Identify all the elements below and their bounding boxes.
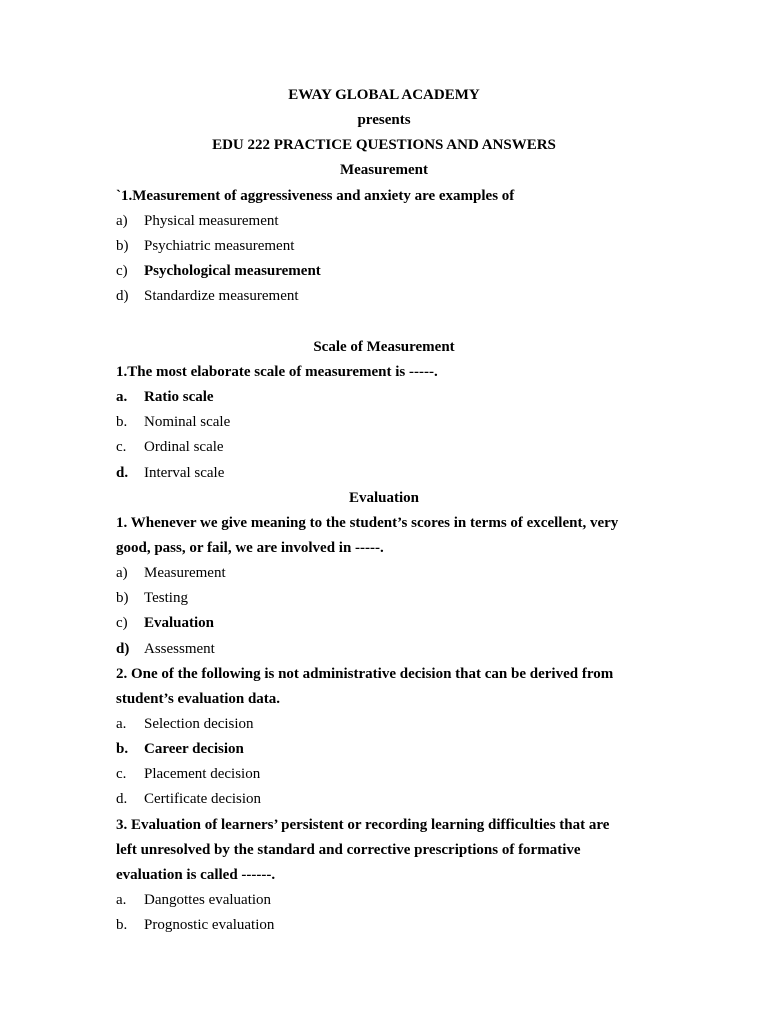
option-text: Dangottes evaluation — [144, 892, 272, 908]
answer-option — [116, 590, 188, 607]
option-label: c) — [116, 263, 128, 279]
answer-option — [116, 791, 261, 808]
option-label: d. — [116, 465, 129, 481]
option-text: Nominal scale — [144, 414, 231, 430]
question-text: evaluation is called ------. — [116, 867, 276, 883]
answer-option — [116, 414, 230, 431]
option-label: c. — [116, 439, 127, 455]
option-text: Psychiatric measurement — [144, 238, 295, 254]
option-label: d. — [116, 791, 128, 807]
option-text: Assessment — [144, 641, 215, 657]
option-text: Selection decision — [144, 716, 254, 732]
option-text: Career decision — [144, 741, 244, 757]
answer-option — [116, 465, 224, 482]
option-label: a) — [116, 213, 128, 229]
question-text: 3. Evaluation of learners’ persistent or recording learning difficulties that are — [116, 817, 610, 833]
question-text: student’s evaluation data. — [116, 691, 281, 707]
answer-option-correct — [116, 389, 214, 406]
section-heading-measurement: Measurement — [339, 162, 429, 178]
answer-option-correct — [116, 741, 244, 758]
option-label: a. — [116, 716, 127, 732]
answer-option — [116, 641, 215, 658]
answer-option — [116, 565, 226, 582]
option-text: Placement decision — [144, 766, 261, 782]
option-label: c. — [116, 766, 127, 782]
answer-option-correct — [116, 263, 321, 280]
answer-option — [116, 213, 279, 230]
option-label: b) — [116, 238, 129, 254]
question-text: good, pass, or fail, we are involved in -----. — [116, 540, 384, 556]
question-text: 2. One of the following is not administrative decision that can be derived from — [116, 666, 614, 682]
answer-option — [116, 439, 224, 456]
option-label: b. — [116, 917, 128, 933]
answer-option — [116, 288, 299, 305]
answer-option — [116, 917, 274, 934]
answer-option — [116, 766, 260, 783]
answer-option-correct — [116, 615, 214, 632]
option-label: b. — [116, 741, 129, 757]
question-text: `1.Measurement of aggressiveness and anxiety are examples of — [116, 188, 515, 204]
option-text: Evaluation — [144, 615, 215, 631]
option-text: Certificate decision — [144, 791, 262, 807]
option-label: b. — [116, 414, 128, 430]
answer-option — [116, 716, 254, 733]
option-label: c) — [116, 615, 128, 631]
option-label: a) — [116, 565, 128, 581]
course-title: EDU 222 PRACTICE QUESTIONS AND ANSWERS — [212, 137, 556, 153]
option-text: Ordinal scale — [144, 439, 224, 455]
option-label: d) — [116, 288, 129, 304]
option-text: Testing — [144, 590, 188, 606]
option-label: b) — [116, 590, 129, 606]
option-label: d) — [116, 641, 130, 657]
option-text: Measurement — [144, 565, 226, 581]
section-heading-scale: Scale of Measurement — [313, 339, 455, 355]
academy-title: EWAY GLOBAL ACADEMY — [288, 87, 480, 103]
option-label: a. — [116, 892, 127, 908]
option-text: Psychological measurement — [144, 263, 321, 279]
option-text: Ratio scale — [144, 389, 214, 405]
option-text: Standardize measurement — [144, 288, 299, 304]
question-text: left unresolved by the standard and corrective prescriptions of formative — [116, 842, 581, 858]
answer-option — [116, 892, 271, 909]
question-text: 1.The most elaborate scale of measurement is -----. — [116, 364, 438, 380]
option-text: Interval scale — [144, 465, 225, 481]
answer-option — [116, 238, 294, 255]
option-label: a. — [116, 389, 128, 405]
option-text: Prognostic evaluation — [144, 917, 275, 933]
presents-text: presents — [357, 112, 411, 128]
section-heading-evaluation: Evaluation — [348, 490, 420, 506]
question-text: 1. Whenever we give meaning to the student’s scores in terms of excellent, very — [116, 515, 619, 531]
option-text: Physical measurement — [144, 213, 279, 229]
